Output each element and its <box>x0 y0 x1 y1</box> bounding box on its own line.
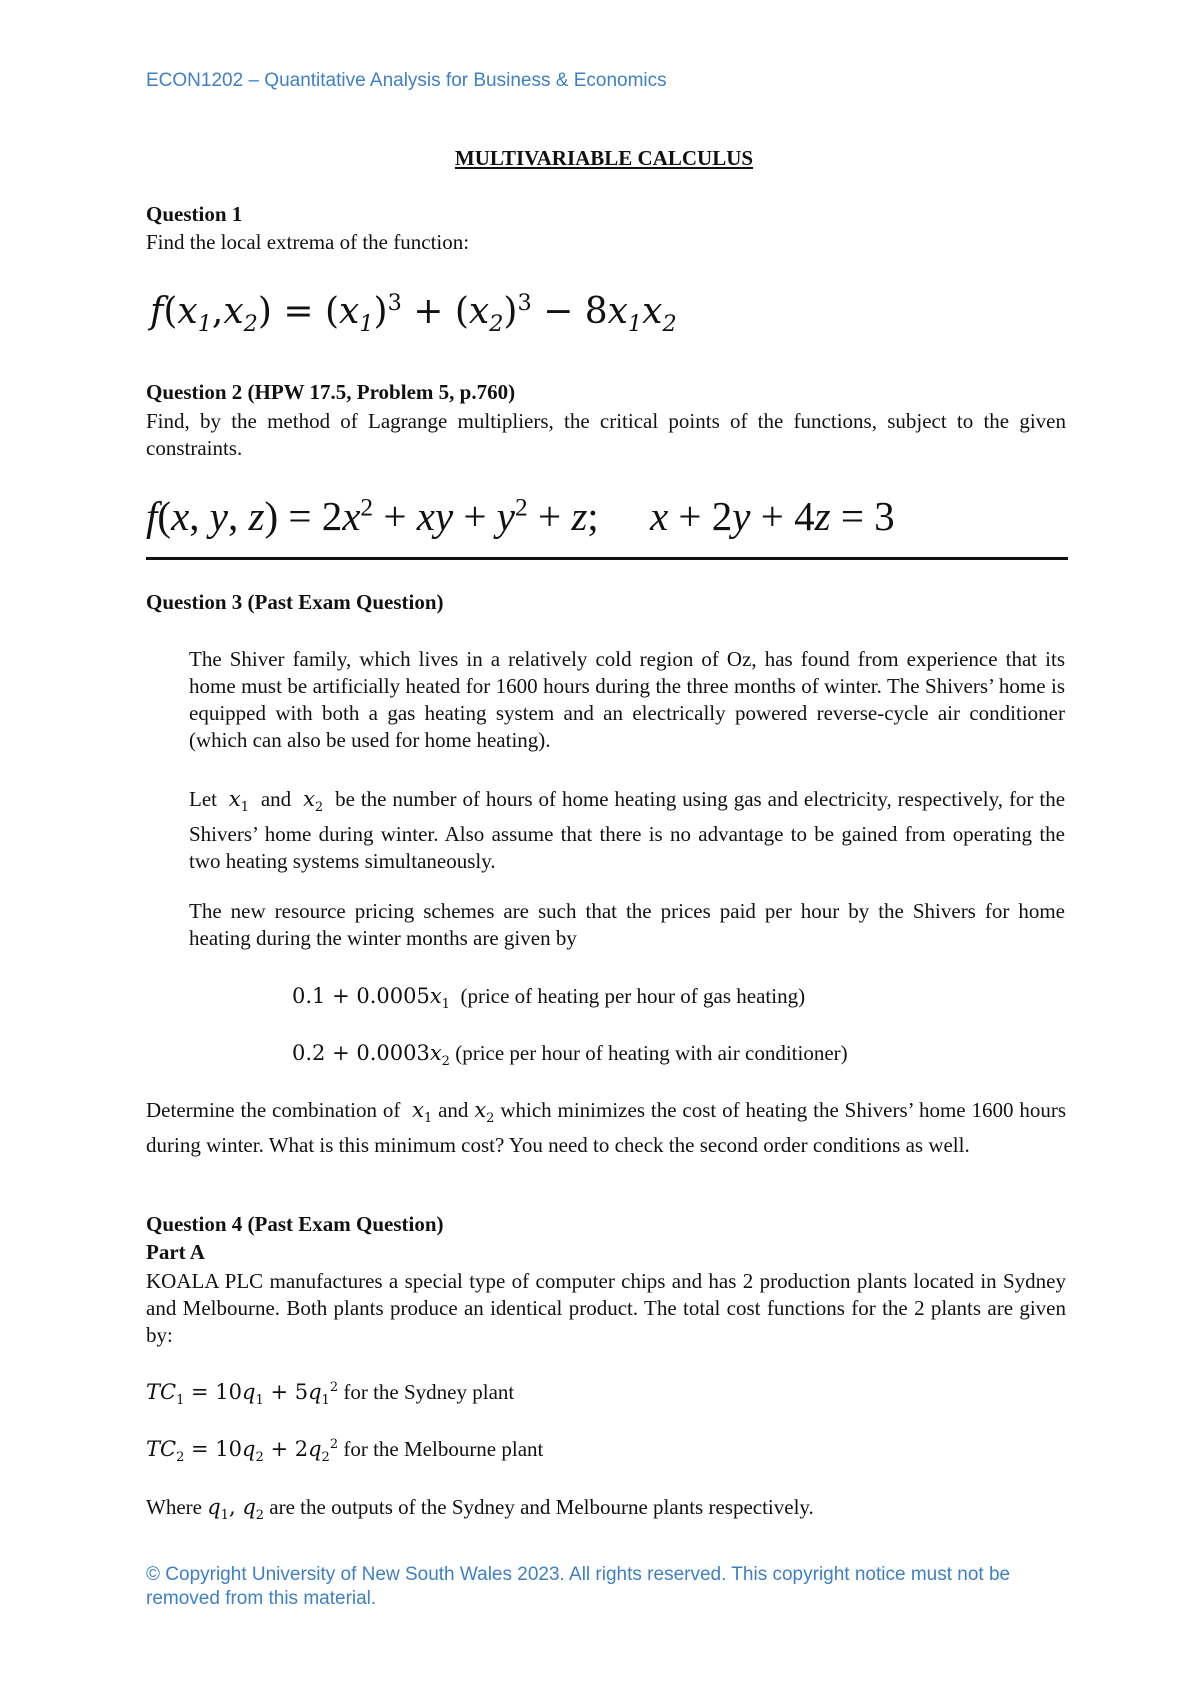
copyright-footer: © Copyright University of New South Wales 2023. All rights reserved. This copyright notice must not be removed from this material. <box>146 1564 1011 1609</box>
q1-heading: Question 1 <box>146 202 243 226</box>
q4-tc2: $TC_2 = 10q_2 + 2q_2^2$ for the Melbourne plant <box>146 1437 544 1466</box>
q4-text: KOALA PLC manufactures a special type of computer chips and has 2 production plants located in Sydney and Melbourne. Both plants produce an identical product. The total cost functions for the 2 plants are given by: <box>146 1269 1066 1347</box>
page-title: MULTIVARIABLE CALCULUS <box>454 146 754 170</box>
q2-equation: f(x, y, $z) = 2x^2$ + xy + $y^2 + z$; x + 2y + 4z = 3 <box>146 493 895 539</box>
q4-part-a: Part A <box>146 1240 205 1264</box>
q4-heading: Question 4 (Past Exam Question) <box>146 1212 444 1236</box>
divider-rule <box>146 557 1068 560</box>
q3-paragraph-3: The new resource pricing schemes are such that the prices paid per hour by the Shivers for home heating during the winter months are given by <box>189 899 1065 950</box>
q1-equation: $f(x_1,x_2) = (x_1)^3 + (x_2)^3 - 8x_1x_2$ <box>150 290 677 338</box>
q2-heading: Question 2 (HPW 17.5, Problem 5, p.760) <box>146 380 516 404</box>
course-header: ECON1202 – Quantitative Analysis for Business & Economics <box>146 70 667 91</box>
q3-task: Determine the combination of $x_1$ and $x_2$ which minimizes the cost of heating the Shivers’ home 1600 hours during winter. What is this minimum cost? You need to check the second order conditions as well. <box>146 1098 1067 1158</box>
q3-heading: Question 3 (Past Exam Question) <box>146 590 444 614</box>
q3-price-gas: $0.1 + 0.0005x_1$ (price of heating per hour of gas heating) <box>292 984 806 1013</box>
q1-text: Find the local extrema of the function: <box>146 230 470 254</box>
q3-paragraph-2: Let $x_1$ and $x_2$ be the number of hours of home heating using gas and electricity, respectively, for the Shivers’ home during winter. Also assume that there is no advantage to be gained from operating the two heating systems simultaneously. <box>189 787 1066 874</box>
q4-where: Where $q_1$, $q_2$ are the outputs of the Sydney and Melbourne plants respectively. <box>146 1495 814 1524</box>
q3-price-electric: $0.2 + 0.0003x_2$ (price per hour of heating with air conditioner) <box>292 1041 848 1070</box>
q4-tc1: $TC_1 = 10q_1 + 5q_1^2$ for the Sydney plant <box>146 1380 515 1409</box>
q3-paragraph-1: The Shiver family, which lives in a relatively cold region of Oz, has found from experience that its home must be artificially heated for 1600 hours during the three months of winter. The Shivers’ home is equipped with both a gas heating system and an electrically powered reverse-cycle air conditioner (which can also be used for home heating). <box>189 647 1065 752</box>
q2-text: Find, by the method of Lagrange multipliers, the critical points of the functions, subject to the given constraints. <box>146 409 1066 460</box>
